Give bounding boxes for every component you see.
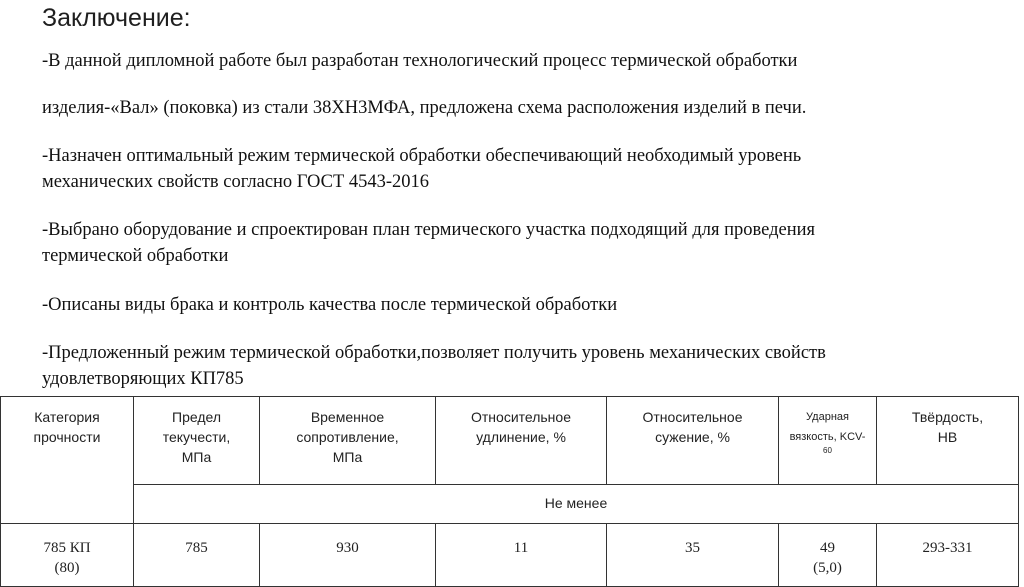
conclusion-line-3: -Назначен оптимальный режим термической обработки обеспечивающий необходимый уровень [42, 146, 802, 166]
cell-hardness: 293-331 [877, 524, 1019, 587]
header-category: Категория прочности [1, 397, 134, 524]
cell-reduction: 35 [607, 524, 779, 587]
conclusion-line-7: -Описаны виды брака и контроль качества после термической обработки [42, 295, 618, 315]
table-subheader-row [1, 485, 1019, 524]
conclusion-line-8: -Предложенный режим термической обработки,позволяет получить уровень механических свойств [42, 343, 826, 363]
conclusion-line-6: термической обработки [42, 246, 229, 266]
header-reduction: Относительное сужение, % [607, 397, 779, 485]
subheader-min: Не менее [134, 485, 1019, 524]
header-yield: Предел текучести, МПа [134, 397, 260, 485]
slide-title: Заключение: [42, 4, 191, 32]
header-elongation: Относительное удлинение, % [436, 397, 607, 485]
header-impact: Ударная вязкость, KCV- 60 [779, 397, 877, 485]
table-row [1, 524, 1019, 587]
cell-elongation: 11 [436, 524, 607, 587]
header-tensile: Временное сопротивление, МПа [260, 397, 436, 485]
conclusion-line-1: -В данной дипломной работе был разработан технологический процесс термической обработки [42, 51, 798, 71]
cell-category: 785 КП (80) [1, 524, 134, 587]
table-header-row [1, 397, 1019, 485]
cell-impact: 49 (5,0) [779, 524, 877, 587]
header-hardness: Твёрдость, HB [877, 397, 1019, 485]
mechanical-properties-table [0, 396, 1019, 587]
conclusion-line-4: механических свойств согласно ГОСТ 4543-2016 [42, 172, 430, 192]
conclusion-line-5: -Выбрано оборудование и спроектирован план термического участка подходящий для проведения [42, 220, 816, 240]
conclusion-line-9: удовлетворяющих КП785 [42, 369, 244, 389]
conclusion-line-2: изделия-«Вал» (поковка) из стали 38ХН3МФА, предложена схема расположения изделий в печи. [42, 98, 807, 118]
cell-yield: 785 [134, 524, 260, 587]
cell-tensile: 930 [260, 524, 436, 587]
